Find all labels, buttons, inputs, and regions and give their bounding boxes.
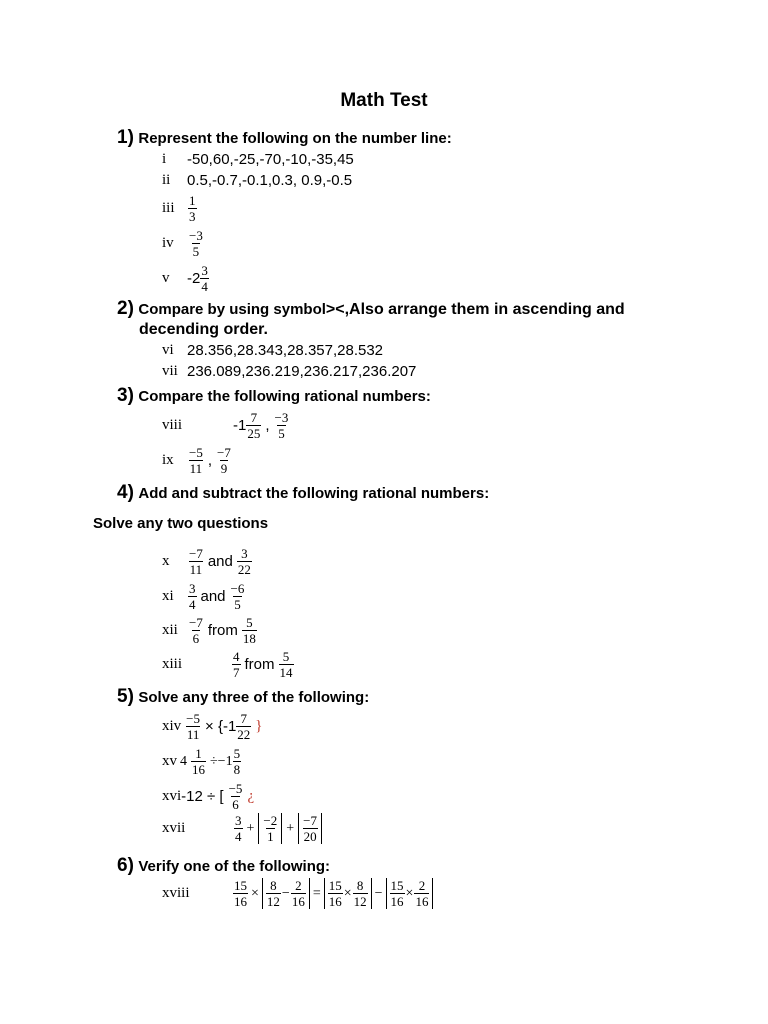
item-roman: xvi — [162, 788, 182, 804]
fraction — [274, 410, 290, 441]
item-roman: xi — [162, 588, 174, 604]
numerator: −3 — [274, 410, 289, 425]
denominator: 11 — [189, 461, 203, 476]
question-number: 4) — [117, 482, 134, 503]
item-roman: xv — [162, 753, 177, 769]
item-xv — [162, 746, 242, 777]
denominator: 16 — [192, 762, 205, 777]
connector-word: and — [207, 553, 233, 570]
question-number: 6) — [117, 855, 134, 876]
denominator: 3 — [189, 209, 196, 224]
denominator: 16 — [328, 894, 342, 909]
denominator: 4 — [235, 829, 242, 844]
denominator: 5 — [234, 597, 241, 612]
item-roman: viii — [162, 417, 183, 433]
denominator: 9 — [220, 461, 228, 476]
item-xiv — [162, 711, 263, 742]
question-1-heading — [117, 127, 452, 149]
closing-brace: } — [255, 718, 263, 734]
separator: , — [265, 417, 270, 434]
item-roman: xviii — [162, 885, 190, 901]
fraction — [390, 878, 405, 909]
item-roman: v — [162, 270, 170, 286]
fraction — [188, 445, 204, 476]
denominator: 5 — [192, 244, 200, 259]
fraction — [302, 813, 318, 844]
minus-sign: − — [281, 885, 290, 901]
denominator: 11 — [189, 562, 203, 577]
numerator: 1 — [195, 746, 202, 761]
separator: , — [207, 452, 213, 469]
fraction — [353, 878, 368, 909]
item-values: -50,60,-25,-70,-10,-35,45 — [187, 151, 354, 168]
fraction — [266, 878, 281, 909]
fraction — [233, 746, 242, 777]
item-xviii — [162, 878, 434, 909]
operator: ÷−1 — [210, 753, 233, 769]
bracket-group — [386, 878, 434, 909]
item-roman: ii — [162, 172, 171, 188]
item-roman: iv — [162, 235, 174, 251]
denominator: 6 — [192, 631, 200, 646]
numerator: 5 — [282, 649, 290, 664]
numerator: −5 — [186, 711, 201, 726]
bracket-group — [258, 813, 282, 844]
numerator: 15 — [234, 878, 247, 893]
question-3-heading — [117, 385, 431, 407]
whole-part: -2 — [187, 270, 201, 287]
numerator: 2 — [295, 878, 302, 893]
item-roman: x — [162, 553, 170, 569]
numerator: 3 — [235, 813, 242, 828]
item-xvii — [162, 813, 323, 844]
question-text: Compare the following rational numbers: — [138, 388, 431, 405]
fraction — [232, 649, 241, 680]
numerator: 2 — [418, 878, 426, 893]
item-roman: i — [162, 151, 167, 167]
item-roman: xvii — [162, 820, 186, 836]
numerator: 8 — [270, 878, 277, 893]
denominator: 14 — [279, 665, 293, 680]
numerator: −7 — [189, 615, 203, 630]
fraction — [279, 649, 294, 680]
denominator: 16 — [234, 894, 247, 909]
numerator: 4 — [233, 649, 240, 664]
numerator: 15 — [328, 878, 342, 893]
item-roman: iii — [162, 200, 175, 216]
page-title: Math Test — [340, 90, 428, 111]
numerator: −6 — [230, 581, 245, 596]
item-i — [162, 151, 354, 168]
item-roman: xiv — [162, 718, 182, 734]
item-values: 236.089,236.219,236.217,236.207 — [187, 363, 417, 380]
denominator: 6 — [232, 797, 239, 812]
item-v — [162, 263, 210, 294]
bracket-group — [324, 878, 372, 909]
item-xiii — [162, 649, 295, 680]
expression-lead: -12 ÷ [ — [181, 788, 224, 805]
item-roman: ix — [162, 452, 174, 468]
connector-word: from — [244, 656, 275, 673]
denominator: 18 — [242, 631, 256, 646]
question-text: Add and subtract the following rational numbers: — [138, 485, 490, 502]
question-number: 5) — [117, 686, 134, 707]
numerator: −7 — [189, 546, 203, 561]
times-sign: × — [405, 885, 414, 901]
denominator: 11 — [186, 727, 200, 742]
times-sign: × — [343, 885, 352, 901]
denominator: 8 — [233, 762, 241, 777]
fraction — [237, 546, 252, 577]
question-text-b: ><,Also arrange them in ascending and — [325, 301, 625, 318]
instruction-note: Solve any two questions — [93, 515, 269, 532]
numerator: −5 — [228, 781, 243, 796]
numerator: −3 — [189, 228, 203, 243]
whole-part: -1 — [233, 417, 247, 434]
item-vii — [162, 363, 416, 380]
fraction — [216, 445, 232, 476]
denominator: 16 — [390, 894, 404, 909]
numerator: 3 — [201, 263, 208, 278]
item-roman: vi — [162, 342, 174, 358]
denominator: 16 — [415, 894, 429, 909]
item-values: 0.5,-0.7,-0.1,0.3, 0.9,-0.5 — [187, 172, 353, 189]
numerator: 15 — [390, 878, 404, 893]
bracket-group — [262, 878, 310, 909]
equals-sign: = — [312, 885, 321, 901]
item-values: 28.356,28.343,28.357,28.532 — [187, 342, 384, 359]
fraction — [188, 546, 204, 577]
numerator: 8 — [356, 878, 364, 893]
denominator: 16 — [291, 894, 305, 909]
item-ii — [162, 172, 352, 189]
item-roman: vii — [162, 363, 178, 379]
numerator: 3 — [241, 546, 248, 561]
fraction — [236, 711, 251, 742]
numerator: −7 — [217, 445, 231, 460]
numerator: −5 — [189, 445, 203, 460]
question-text-c: decending order. — [139, 321, 268, 338]
item-xi — [162, 581, 246, 612]
bracket-group — [298, 813, 322, 844]
item-roman: xiii — [162, 656, 183, 672]
item-xii — [162, 615, 258, 646]
numerator: 1 — [189, 193, 196, 208]
operator: × {-1 — [205, 718, 237, 735]
denominator: 1 — [267, 829, 274, 844]
denominator: 20 — [303, 829, 317, 844]
fraction — [328, 878, 343, 909]
connector-word: from — [207, 622, 238, 639]
question-number: 3) — [117, 385, 134, 406]
question-4-heading — [117, 482, 489, 504]
numerator: 3 — [189, 581, 196, 596]
numerator: 5 — [246, 615, 253, 630]
item-xvi — [162, 781, 254, 812]
connector-word: and — [200, 588, 226, 605]
denominator: 22 — [237, 727, 251, 742]
question-number: 1) — [117, 127, 134, 148]
fraction — [200, 263, 209, 294]
question-2-heading — [117, 298, 625, 320]
denominator: 7 — [233, 665, 240, 680]
fraction — [414, 878, 429, 909]
fraction — [188, 228, 204, 259]
fraction — [228, 781, 244, 812]
fraction — [188, 615, 204, 646]
item-roman: xii — [162, 622, 178, 638]
times-sign: × — [251, 885, 259, 901]
denominator: 12 — [266, 894, 280, 909]
question-6-heading — [117, 855, 330, 877]
plus-sign: + — [246, 820, 255, 836]
fraction — [188, 193, 197, 224]
fraction — [234, 813, 243, 844]
question-text: Verify one of the following: — [138, 858, 331, 875]
question-text-a: Compare by using symbol — [138, 301, 326, 318]
minus-sign: − — [374, 885, 383, 901]
item-x — [162, 546, 253, 577]
denominator: 25 — [247, 426, 261, 441]
fraction — [262, 813, 278, 844]
denominator: 5 — [278, 426, 285, 441]
fraction — [242, 615, 257, 646]
numerator: −7 — [303, 813, 317, 828]
fraction — [233, 878, 248, 909]
fraction — [230, 581, 246, 612]
expression-tail: ¿ — [247, 788, 255, 804]
fraction — [185, 711, 201, 742]
question-5-heading — [117, 686, 369, 708]
whole-part: 4 — [180, 753, 187, 769]
fraction — [246, 410, 261, 441]
plus-sign: + — [286, 820, 295, 836]
item-vi — [162, 342, 383, 359]
numerator: 7 — [240, 711, 248, 726]
numerator: 7 — [250, 410, 258, 425]
denominator: 4 — [189, 597, 196, 612]
denominator: 12 — [353, 894, 367, 909]
item-ix — [162, 445, 233, 476]
question-number: 2) — [117, 298, 134, 319]
item-viii — [162, 410, 290, 441]
denominator: 22 — [237, 562, 251, 577]
question-text: Solve any three of the following: — [138, 689, 370, 706]
question-text: Represent the following on the number line: — [138, 130, 452, 147]
numerator: 5 — [233, 746, 241, 761]
denominator: 4 — [201, 279, 208, 294]
item-iii — [162, 193, 198, 224]
fraction — [191, 746, 206, 777]
item-iv — [162, 228, 205, 259]
numerator: −2 — [263, 813, 278, 828]
fraction — [291, 878, 306, 909]
fraction — [188, 581, 197, 612]
